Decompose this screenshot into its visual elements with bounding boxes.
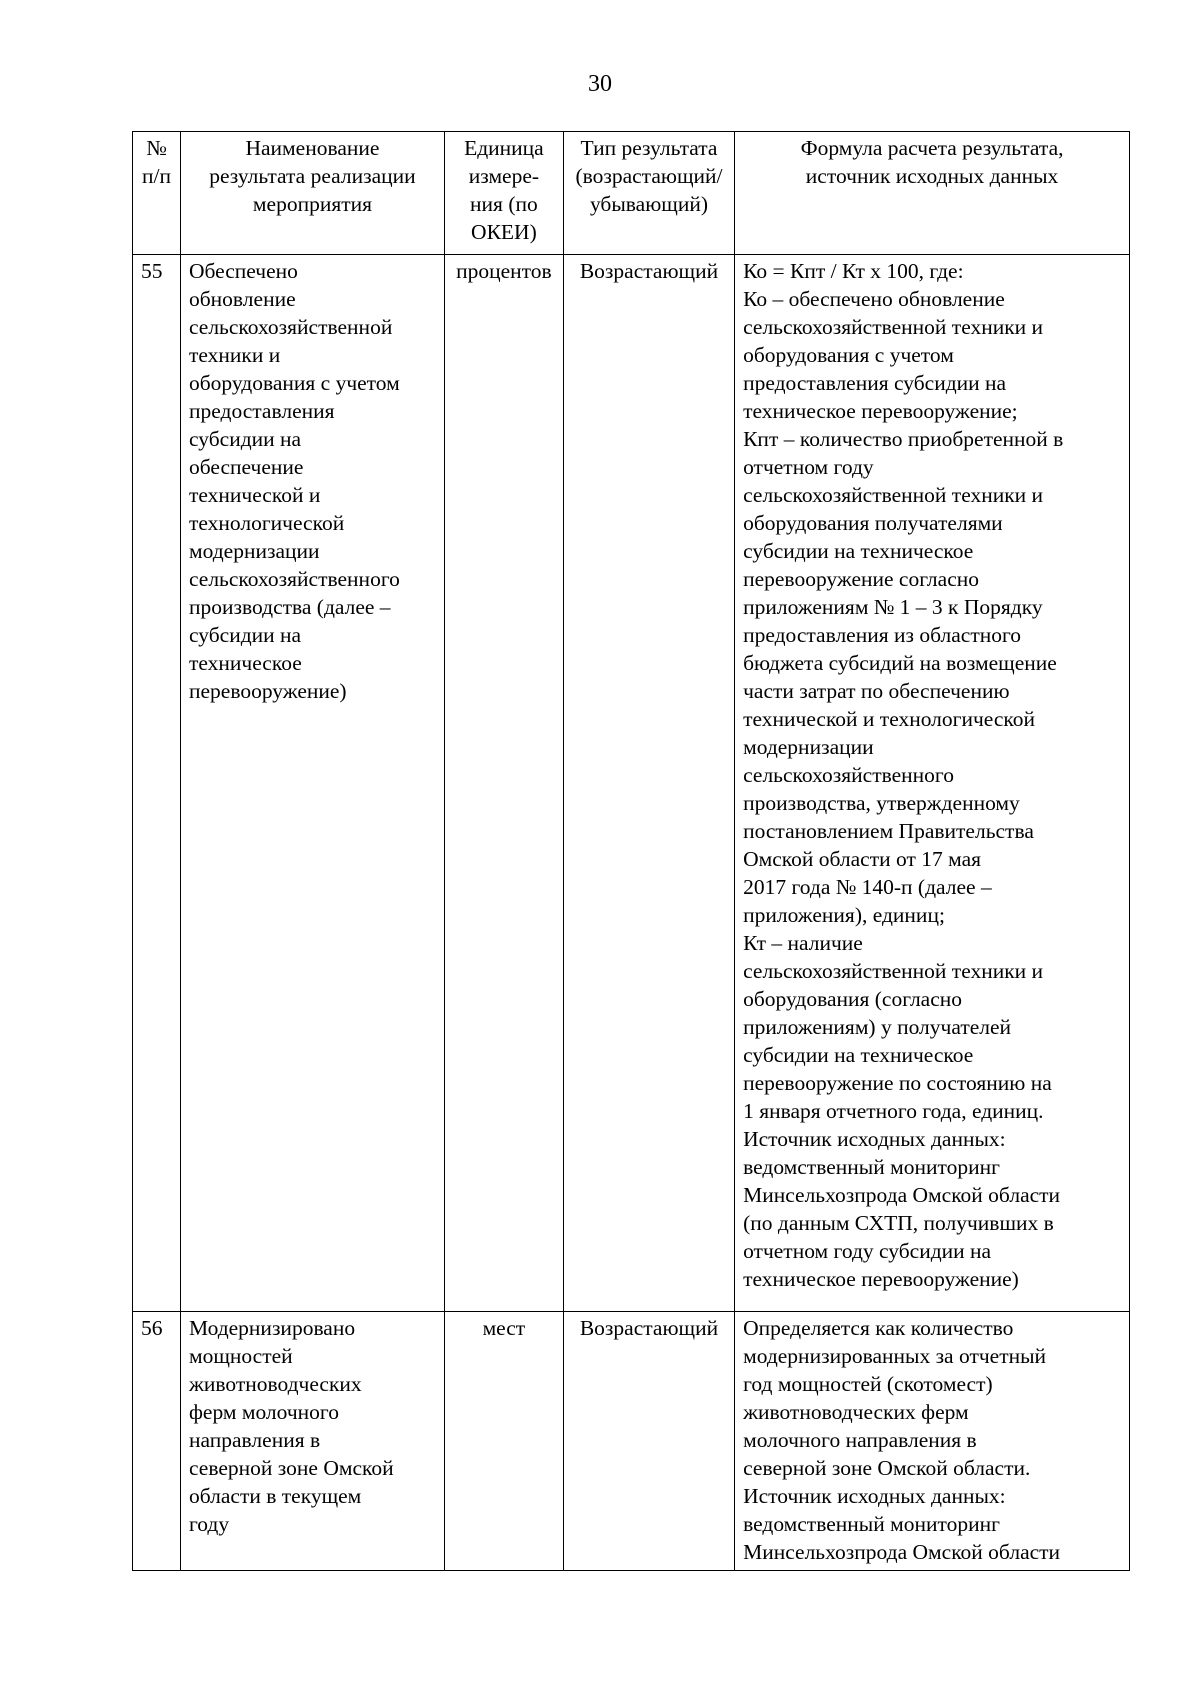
row-unit: мест [444, 1312, 563, 1571]
row-result-type: Возрастающий [563, 255, 734, 1312]
row-number: 56 [133, 1312, 181, 1571]
row-result-type: Возрастающий [563, 1312, 734, 1571]
row-formula: Ко = Кпт / Кт х 100, где: Ко – обеспечено обновление сельскохозяйственной техники и оборудования с учетом предоставления субсидии на техническое перевооружение; Кпт – количество приобретенной в отчетном году сельскохозяйственной техники и оборудования получателями субсидии на техническое перевооружение согласно приложениям № 1 – 3 к Порядку предоставления из областного бюджета субсидий на возмещение части затрат по обеспечению технической и технологической модернизации сельскохозяйственного производства, утвержденному постановлением Правительства Омской области от 17 мая 2017 года № 140-п (далее – приложения), единиц; Кт – наличие сельскохозяйственной техники и оборудования (согласно приложениям) у получателей субсидии на техническое перевооружение по состоянию на 1 января отчетного года, единиц. Источник исходных данных: ведомственный мониторинг Минсельхозпрода Омской области (по данным СХТП, получивших в отчетном году субсидии на техническое перевооружение) [735, 255, 1130, 1312]
header-result-type: Тип результата (возрастающий/ убывающий) [563, 132, 734, 255]
table-header-row [133, 132, 1130, 255]
row-unit: процентов [444, 255, 563, 1312]
row-result-name: Обеспечено обновление сельскохозяйственной техники и оборудования с учетом предоставления субсидии на обеспечение технической и технологической модернизации сельскохозяйственного производства (далее – субсидии на техническое перевооружение) [180, 255, 444, 1312]
row-result-name: Модернизировано мощностей животноводческих ферм молочного направления в северной зоне Омской области в текущем году [180, 1312, 444, 1571]
row-formula: Определяется как количество модернизированных за отчетный год мощностей (скотомест) животноводческих ферм молочного направления в северной зоне Омской области. Источник исходных данных: ведомственный мониторинг Минсельхозпрода Омской области [735, 1312, 1130, 1571]
header-formula: Формула расчета результата, источник исходных данных [735, 132, 1130, 255]
header-unit: Единица измере- ния (по ОКЕИ) [444, 132, 563, 255]
header-result-name: Наименование результата реализации мероприятия [180, 132, 444, 255]
row-number: 55 [133, 255, 181, 1312]
table-row [133, 1312, 1130, 1571]
page-number: 30 [588, 71, 612, 97]
header-number: № п/п [133, 132, 181, 255]
table-row [133, 255, 1130, 1312]
results-table [132, 131, 1130, 1571]
